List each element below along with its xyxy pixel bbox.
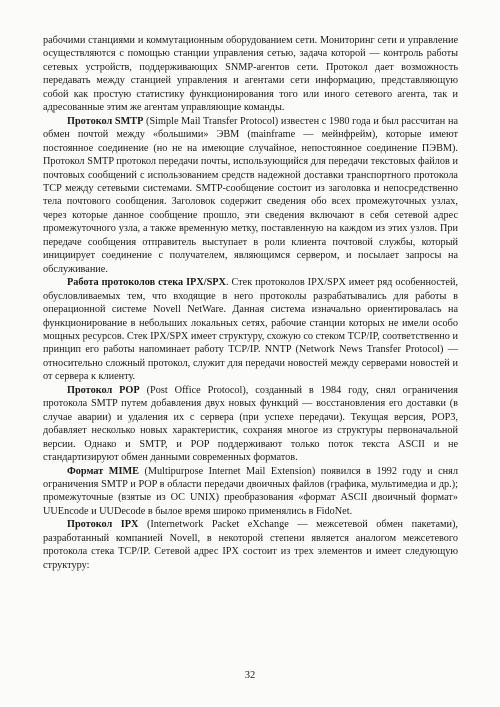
paragraph-smtp [43, 115, 458, 276]
paragraph-ipx-spx [43, 276, 458, 384]
paragraph-pop [43, 384, 458, 465]
paragraph-text: (Simple Mail Transfer Protocol) известен с 1980 года и был рассчитан на обмен почтой между «большими» ЭВМ (mainframe — мейнфрейм), которые имеют постоянное соединение (но не на имеющие случайное, непостоянное соединение ПЭВМ). Протокол SMTP протокол передачи почты, использующийся для передачи текстовых файлов и почтовых сообщений с использованием средств надежной доставки транспортного протокола TCP между сетевыми системами. SMTP-сообщение состоит из заголовка и непосредственно тела почтового сообщения. Заголовок содержит сведения обо всех промежуточных узлах, через которые данное сообщение прошло, эти сведения включают в себя сетевой адрес промежуточного узла, а также временную метку, поставленную на каждом из этих узлов. При передаче сообщения отправитель выступает в роли клиента почтовой службы, который инициирует соединение с получателем, являющимся сервером, и посылает запросы на обслуживание. [43, 115, 458, 275]
paragraph-ipx [43, 518, 458, 572]
paragraph-text: (Internetwork Packet eXchange — межсетевой обмен пакетами), разработанный компанией Novell, в некоторой степени является аналогом межсетевого протокола стека TCP/IP. Сетевой адрес IPX состоит из трех элементов и имеет следующую структуру: [43, 519, 458, 571]
paragraph-text: (Multipurpose Internet Mail Extension) появился в 1992 году и снял ограничения SMTP и POP в области передачи двоичных файлов (графика, мультимедиа и др.); промежуточные (взятые из ОС UNIX) преобразования «формат ASCII двоичный формат» UUEncode и UUDecode в былое время широко применялись в FidoNet. [43, 465, 458, 517]
paragraph-heading: Работа протоколов стека IPX/SPX [67, 277, 226, 289]
paragraph-heading: Протокол SMTP [67, 115, 144, 127]
paragraph-text: (Post Office Protocol), созданный в 1984 году, снял ограничения протокола SMTP путем добавления двух новых функций — восстановления его доставки (в случае аварии) и удаления их с сервера (при успехе передачи). Текущая версия, POP3, добавляет несколько новых характеристик, сохраняя многое из структуры первоначальной версии. Однако и SMTP, и POP поддерживают только поток текста ASCII и не стандартизируют обмен данными современных форматов. [43, 384, 458, 464]
page-number: 32 [244, 670, 256, 681]
paragraph-text: . Стек протоколов IPX/SPX имеет ряд особенностей, обусловливаемых тем, что входящие в него протоколы разрабатывались для работы в операционной системе Novell NetWare. Данная система изначально ориентировалась на функционирование в небольших локальных сетях, рабочие станции которых не имели особо мощных ресурсов. Стек IPX/SPX имеет структуру, схожую со стеком TCP/IP, соответственно и принцип его работы напоминает работу TCP/IP. NNTP (Network News Transfer Protocol) — относительно сложный протокол, служит для передачи новостей между серверами новостей и от сервера к клиенту. [43, 277, 458, 383]
paragraph-mime [43, 465, 458, 519]
paragraph-snmp-continued [43, 34, 458, 115]
paragraph-heading: Формат MIME [67, 465, 139, 477]
body-text [43, 34, 458, 572]
paragraph-heading: Протокол POP [67, 384, 140, 396]
paragraph-text: рабочими станциями и коммутационным оборудованием сети. Мониторинг сети и управление осуществляются с помощью станции управления сетью, задача которой — контроль работы сетевых устройств, поддерживающих SNMP-агентов сети. Протокол дает возможность передавать между станцией управления и агентами сети информацию, представляющую собой как простую статистику функционирования того или иного сетевого агента, так и адресованные этим же агентам управляющие команды. [43, 35, 458, 114]
paragraph-heading: Протокол IPX [67, 519, 139, 531]
